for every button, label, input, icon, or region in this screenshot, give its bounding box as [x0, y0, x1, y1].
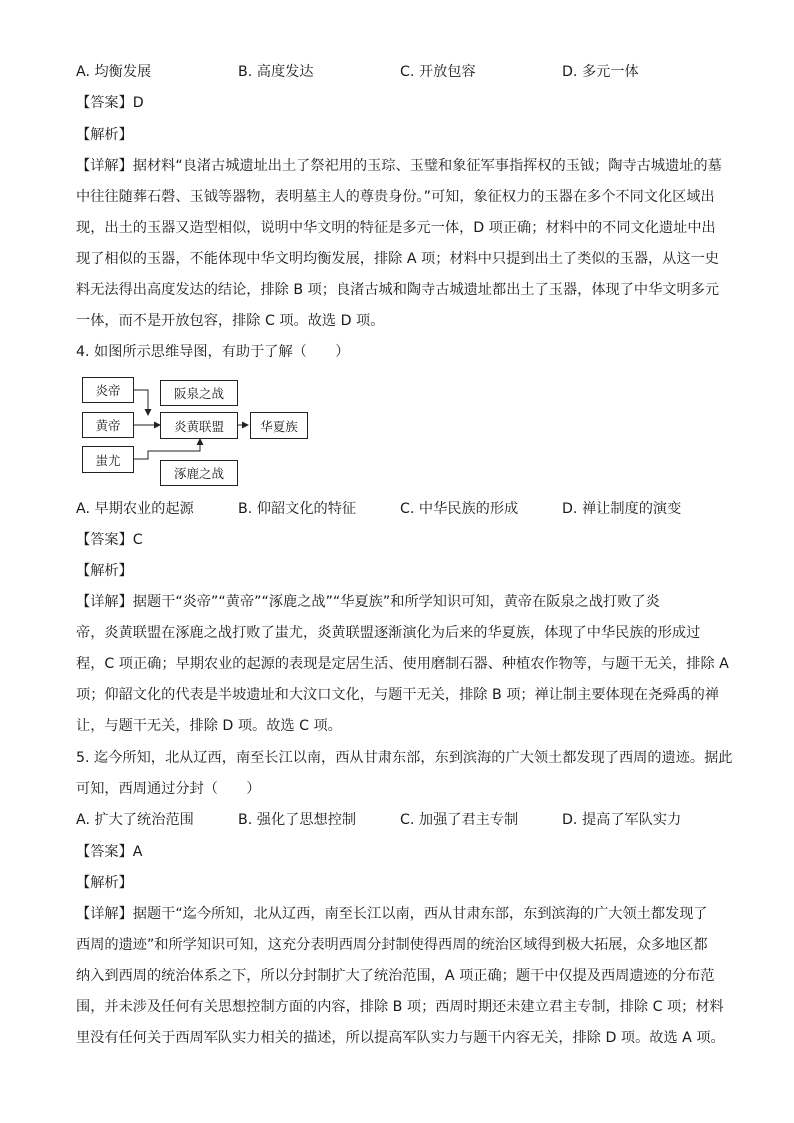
q3-option-b: B. 高度发达: [238, 64, 314, 80]
detail-label: 【详解】: [76, 906, 133, 922]
detail-text: 据题干“迄今所知，北从辽西，南至长江以南，西从甘肃东部，东到滨海的广大领土都发现了: [132, 906, 708, 922]
q5-stem-line-1: 5. 迄今所知，北从辽西，南至长江以南，西从甘肃东部，东到滨海的广大领土都发现了西周的遗迹。据此: [76, 750, 733, 766]
q5-stem-line-2: 可知，西周通过分封（ ）: [76, 781, 261, 797]
q4-analysis-label: 【解析】: [76, 563, 133, 579]
arrow-yandi: [134, 390, 148, 415]
q4-options: [76, 499, 716, 519]
answer-value: C: [132, 532, 143, 548]
q3-analysis-label: 【解析】: [76, 127, 133, 143]
answer-label: 【答案】: [76, 844, 133, 860]
answer-value: A: [132, 844, 143, 860]
q4-detail-line-3: 程，C 项正确；早期农业的起源的表现是定居生活、使用磨制石器、种植农作物等，与题干无关，排除 A: [76, 656, 729, 672]
q4-option-c: C. 中华民族的形成: [400, 501, 519, 517]
detail-label: 【详解】: [76, 594, 133, 610]
node-chiyou: 蚩尤: [82, 446, 134, 473]
detail-text: 据材料“良渚古城遗址出土了祭祀用的玉琮、玉璧和象征军事指挥权的玉钺；陶寺古城遗址的墓: [132, 158, 722, 174]
q4-detail-line-5: 让，与题干无关，排除 D 项。故选 C 项。: [76, 718, 342, 734]
q3-option-d: D. 多元一体: [562, 64, 639, 80]
node-zhuolu-battle: 涿鹿之战: [160, 460, 238, 486]
node-huaxia: 华夏族: [250, 412, 308, 439]
mind-map-diagram: [76, 373, 316, 488]
q3-option-a: A. 均衡发展: [76, 64, 152, 80]
q3-detail-line-6: 一体，而不是开放包容，排除 C 项。故选 D 项。: [76, 313, 385, 329]
q5-option-b: B. 强化了思想控制: [238, 812, 357, 828]
node-yandi: 炎帝: [82, 377, 134, 403]
q5-detail-line-4: 围，并未涉及任何有关思想控制方面的内容，排除 B 项；西周时期还未建立君主专制，排除 C 项；材料: [76, 999, 724, 1015]
q3-detail-line-2: 中往往随葬石磬、玉钺等器物，表明墓主人的尊贵身份。”可知，象征权力的玉器在多个不同文化区域出: [76, 189, 715, 205]
q4-stem: 4. 如图所示思维导图，有助于了解（ ）: [76, 344, 350, 360]
q4-detail-line-1: [76, 592, 660, 612]
q3-options: [76, 62, 716, 82]
q4-option-b: B. 仰韶文化的特征: [238, 501, 357, 517]
node-huangdi: 黄帝: [82, 412, 134, 438]
q5-detail-line-2: 西周的遗迹”和所学知识可知，这充分表明西周分封制使得西周的统治区域得到极大拓展，众多地区都: [76, 937, 708, 953]
detail-label: 【详解】: [76, 158, 133, 174]
q4-option-d: D. 禅让制度的演变: [562, 501, 682, 517]
q5-option-c: C. 加强了君主专制: [400, 812, 519, 828]
q3-detail-line-5: 料无法得出高度发达的结论，排除 B 项；良渚古城和陶寺古城遗址都出土了玉器，体现了中华文明多元: [76, 282, 720, 298]
q3-answer: [76, 93, 144, 113]
q3-option-c: C. 开放包容: [400, 64, 476, 80]
q4-answer: [76, 530, 143, 550]
q4-detail-line-4: 项；仰韶文化的代表是半坡遗址和大汶口文化，与题干无关，排除 B 项；禅让制主要体现在尧舜禹的禅: [76, 687, 720, 703]
q3-detail-line-1: [76, 156, 722, 176]
answer-label: 【答案】: [76, 532, 133, 548]
q3-detail-line-4: 现了相似的玉器，不能体现中华文明均衡发展，排除 A 项；材料中只提到出土了类似的玉器，从这一史: [76, 251, 719, 267]
q5-option-d: D. 提高了军队实力: [562, 812, 682, 828]
q5-answer: [76, 842, 142, 862]
q5-options: [76, 810, 716, 830]
answer-value: D: [132, 95, 144, 111]
node-banquan-battle: 阪泉之战: [160, 380, 238, 406]
q5-detail-line-1: [76, 904, 708, 924]
arrow-chiyou: [134, 439, 200, 459]
answer-label: 【答案】: [76, 95, 133, 111]
q5-detail-line-5: 里没有任何关于西周军队实力相关的描述，所以提高军队实力与题干内容无关，排除 D 项。故选 A 项。: [76, 1030, 725, 1046]
q5-detail-line-3: 纳入到西周的统治体系之下，所以分封制扩大了统治范围，A 项正确；题干中仅提及西周遗迹的分布范: [76, 968, 715, 984]
detail-text: 据题干“炎帝”“黄帝”“涿鹿之战”“华夏族”和所学知识可知，黄帝在阪泉之战打败了炎: [132, 594, 660, 610]
node-yanhuang-alliance: 炎黄联盟: [160, 412, 238, 439]
q5-analysis-label: 【解析】: [76, 875, 133, 891]
q5-option-a: A. 扩大了统治范围: [76, 812, 194, 828]
q3-detail-line-3: 现，出土的玉器又造型相似，说明中华文明的特征是多元一体，D 项正确；材料中的不同文化遗址中出: [76, 220, 716, 236]
q4-detail-line-2: 帝，炎黄联盟在涿鹿之战打败了蚩尤，炎黄联盟逐渐演化为后来的华夏族，体现了中华民族的形成过: [76, 625, 701, 641]
q4-option-a: A. 早期农业的起源: [76, 501, 194, 517]
